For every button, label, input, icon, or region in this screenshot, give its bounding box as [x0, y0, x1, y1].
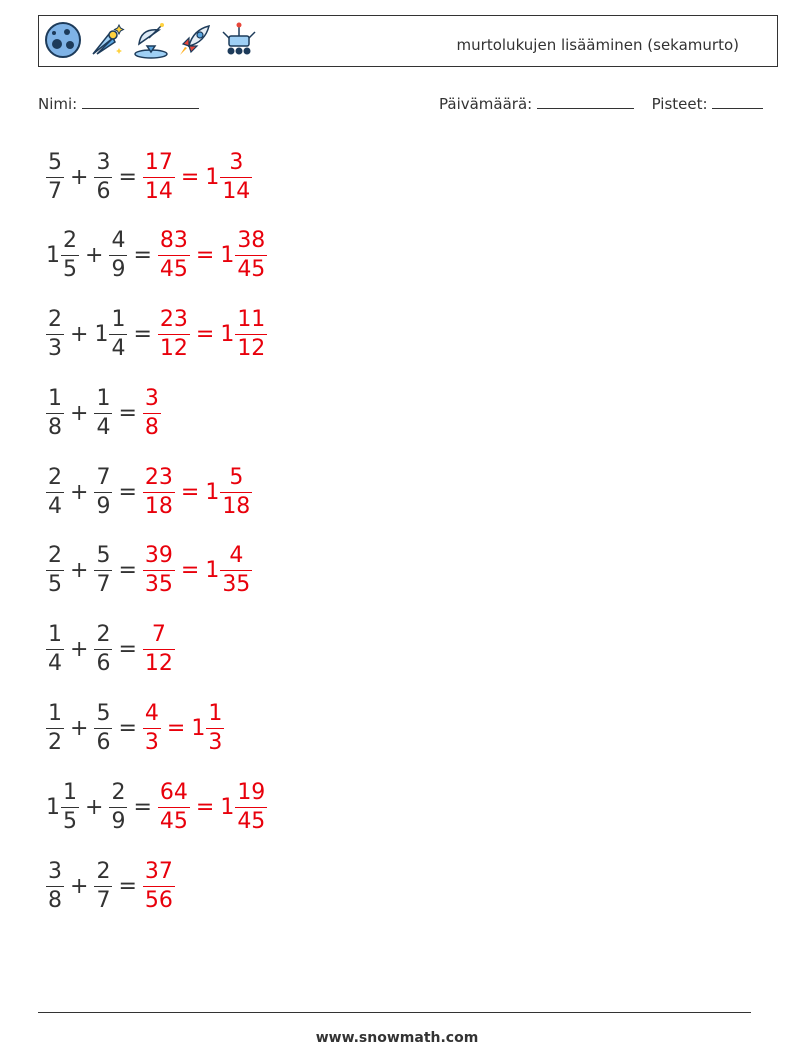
denominator: 9 — [96, 493, 111, 519]
numerator: 83 — [159, 228, 188, 254]
numerator: 3 — [96, 149, 111, 175]
fraction — [94, 149, 112, 204]
fraction — [94, 624, 112, 675]
fraction — [94, 858, 112, 913]
equals-sign-answer: = — [195, 322, 215, 348]
worksheet-title: murtolukujen lisääminen (sekamurto) — [456, 36, 739, 54]
denominator: 3 — [208, 730, 223, 756]
answer-mixed-number — [220, 309, 267, 360]
whole-number: 1 — [46, 794, 60, 820]
addend-b — [109, 779, 127, 834]
problem-row — [46, 459, 267, 525]
fraction — [61, 779, 79, 834]
answer-fraction — [143, 703, 161, 754]
fraction — [94, 385, 112, 440]
numerator: 4 — [111, 228, 126, 254]
answer-fraction — [158, 309, 190, 360]
name-field — [38, 94, 199, 113]
numerator: 5 — [96, 701, 111, 727]
numerator: 2 — [96, 858, 111, 884]
numerator: 2 — [63, 228, 77, 254]
denominator: 3 — [144, 730, 159, 756]
addend-b — [94, 385, 112, 440]
plus-sign: + — [70, 400, 89, 426]
whole-number: 1 — [205, 479, 220, 505]
addend-a — [46, 464, 64, 519]
fraction — [109, 230, 127, 281]
numerator: 37 — [144, 858, 173, 884]
whole-number: 1 — [220, 322, 235, 348]
answer-mixed-number — [205, 464, 252, 519]
plus-sign: + — [70, 558, 89, 584]
addend-a — [46, 385, 64, 440]
plus-sign: + — [70, 873, 89, 899]
fraction — [46, 858, 64, 913]
addend-b — [94, 545, 112, 596]
footer-url: www.snowmath.com — [315, 1030, 479, 1046]
header-icons — [43, 20, 259, 60]
equals-sign: = — [118, 558, 137, 584]
denominator: 5 — [63, 808, 77, 834]
equals-sign-answer: = — [166, 716, 186, 742]
numerator: 2 — [48, 543, 62, 569]
plus-sign: + — [85, 794, 104, 820]
denominator: 8 — [144, 414, 159, 440]
answer-mixed-number — [220, 779, 267, 834]
numerator: 2 — [111, 779, 126, 805]
denominator: 4 — [48, 493, 62, 519]
numerator: 39 — [144, 543, 173, 569]
fraction — [94, 703, 112, 754]
answer-mixed-number — [220, 230, 267, 281]
fraction — [143, 858, 175, 913]
plus-sign: + — [85, 243, 104, 269]
problem-list — [46, 144, 267, 932]
answer-mixed-number — [205, 149, 252, 204]
equals-sign: = — [118, 164, 137, 190]
denominator: 2 — [48, 730, 62, 756]
fraction — [235, 779, 267, 834]
equals-sign: = — [133, 794, 152, 820]
date-blank[interactable] — [537, 94, 634, 109]
equals-sign: = — [118, 479, 137, 505]
numerator: 1 — [48, 385, 62, 411]
problem-row — [46, 144, 267, 210]
denominator: 8 — [48, 887, 62, 913]
answer-mixed-number — [191, 703, 224, 754]
fraction — [61, 230, 79, 281]
addend-b — [94, 149, 112, 204]
footer-divider — [38, 1012, 751, 1013]
denominator: 45 — [159, 808, 188, 834]
fraction — [94, 545, 112, 596]
fraction — [143, 385, 161, 440]
whole-number: 1 — [191, 716, 206, 742]
addend-a — [46, 230, 79, 281]
plus-sign: + — [70, 164, 89, 190]
equals-sign-answer: = — [195, 794, 215, 820]
problem-row — [46, 538, 267, 604]
equals-sign-answer: = — [180, 164, 200, 190]
addend-b — [94, 309, 127, 360]
fraction — [94, 464, 112, 519]
problem-row — [46, 223, 267, 289]
header-box — [38, 15, 778, 67]
fraction — [46, 703, 64, 754]
denominator: 3 — [48, 336, 62, 362]
addend-a — [46, 858, 64, 913]
numerator: 1 — [48, 701, 62, 727]
score-label: Pisteet: — [651, 95, 708, 113]
denominator: 6 — [96, 178, 111, 204]
fraction — [220, 149, 252, 204]
addend-a — [46, 149, 64, 204]
numerator: 7 — [151, 622, 166, 648]
fraction — [235, 309, 267, 360]
addend-b — [94, 464, 112, 519]
equals-sign-answer: = — [195, 243, 215, 269]
fraction — [158, 779, 190, 834]
fraction — [143, 464, 175, 519]
answer-fraction — [143, 149, 175, 204]
fraction — [143, 703, 161, 754]
denominator: 12 — [144, 651, 173, 677]
name-blank[interactable] — [82, 94, 199, 109]
fraction — [143, 624, 175, 675]
fraction — [158, 230, 190, 281]
problem-row — [46, 696, 267, 762]
date-label: Päivämäärä: — [439, 95, 533, 113]
denominator: 12 — [159, 336, 188, 362]
fraction — [46, 624, 64, 675]
fraction — [235, 230, 267, 281]
denominator: 7 — [96, 887, 111, 913]
problem-row — [46, 853, 267, 919]
numerator: 4 — [144, 701, 159, 727]
comet-icon — [87, 20, 127, 60]
equals-sign: = — [133, 243, 152, 269]
numerator: 2 — [48, 464, 62, 490]
problem-row — [46, 774, 267, 840]
numerator: 4 — [229, 543, 244, 569]
denominator: 8 — [48, 414, 62, 440]
answer-fraction — [143, 545, 175, 596]
answer-fraction — [158, 230, 190, 281]
numerator: 3 — [144, 385, 159, 411]
equals-sign: = — [118, 873, 137, 899]
numerator: 1 — [48, 622, 62, 648]
numerator: 17 — [144, 149, 173, 175]
numerator: 11 — [237, 307, 266, 333]
denominator: 4 — [111, 336, 126, 362]
addend-a — [46, 703, 64, 754]
whole-number: 1 — [220, 243, 235, 269]
fraction — [46, 149, 64, 204]
numerator: 3 — [48, 858, 62, 884]
equals-sign-answer: = — [180, 558, 200, 584]
numerator: 5 — [229, 464, 244, 490]
fraction — [46, 464, 64, 519]
denominator: 5 — [48, 572, 62, 598]
numerator: 23 — [144, 464, 173, 490]
addend-b — [94, 624, 112, 675]
rocket-icon — [175, 20, 215, 60]
fraction — [109, 309, 127, 360]
numerator: 7 — [96, 464, 111, 490]
fraction — [220, 545, 252, 596]
denominator: 45 — [159, 257, 188, 283]
denominator: 35 — [144, 572, 173, 598]
numerator: 23 — [159, 307, 188, 333]
equals-sign: = — [118, 400, 137, 426]
fraction — [220, 464, 252, 519]
addend-a — [46, 779, 79, 834]
denominator: 35 — [222, 572, 251, 598]
denominator: 6 — [96, 651, 111, 677]
numerator: 2 — [96, 622, 111, 648]
problem-row — [46, 617, 267, 683]
fraction — [206, 703, 224, 754]
denominator: 45 — [237, 257, 266, 283]
denominator: 12 — [237, 336, 266, 362]
score-blank[interactable] — [712, 94, 763, 109]
denominator: 18 — [222, 493, 251, 519]
denominator: 7 — [96, 572, 111, 598]
fraction — [46, 385, 64, 440]
equals-sign: = — [133, 322, 152, 348]
denominator: 4 — [48, 651, 62, 677]
fraction — [158, 309, 190, 360]
rover-icon — [219, 20, 259, 60]
equals-sign: = — [118, 637, 137, 663]
whole-number: 1 — [94, 322, 109, 348]
answer-fraction — [143, 624, 175, 675]
numerator: 2 — [48, 307, 62, 333]
numerator: 5 — [48, 149, 62, 175]
denominator: 9 — [111, 808, 126, 834]
plus-sign: + — [70, 637, 89, 663]
numerator: 64 — [159, 779, 188, 805]
addend-a — [46, 624, 64, 675]
numerator: 1 — [96, 385, 111, 411]
fraction — [46, 309, 64, 360]
denominator: 9 — [111, 257, 126, 283]
numerator: 1 — [208, 701, 223, 727]
denominator: 14 — [144, 178, 173, 204]
answer-fraction — [143, 464, 175, 519]
fraction — [143, 545, 175, 596]
denominator: 45 — [237, 808, 266, 834]
denominator: 56 — [144, 887, 173, 913]
plus-sign: + — [70, 479, 89, 505]
denominator: 14 — [222, 178, 251, 204]
plus-sign: + — [70, 716, 89, 742]
addend-b — [109, 230, 127, 281]
denominator: 5 — [63, 257, 77, 283]
name-label: Nimi: — [38, 95, 78, 113]
whole-number: 1 — [205, 164, 220, 190]
numerator: 5 — [96, 543, 111, 569]
moon-icon — [43, 20, 83, 60]
numerator: 19 — [237, 779, 266, 805]
plus-sign: + — [70, 322, 89, 348]
denominator: 4 — [96, 414, 111, 440]
whole-number: 1 — [205, 558, 220, 584]
addend-a — [46, 545, 64, 596]
problem-row — [46, 380, 267, 446]
denominator: 6 — [96, 730, 111, 756]
whole-number: 1 — [220, 794, 235, 820]
addend-a — [46, 309, 64, 360]
numerator: 1 — [63, 779, 77, 805]
fraction — [46, 545, 64, 596]
denominator: 18 — [144, 493, 173, 519]
answer-fraction — [158, 779, 190, 834]
answer-fraction — [143, 385, 161, 440]
addend-b — [94, 703, 112, 754]
numerator: 1 — [111, 307, 126, 333]
addend-b — [94, 858, 112, 913]
equals-sign: = — [118, 716, 137, 742]
date-score-fields — [439, 94, 763, 113]
equals-sign-answer: = — [180, 479, 200, 505]
numerator: 3 — [229, 149, 244, 175]
whole-number: 1 — [46, 243, 60, 269]
answer-mixed-number — [205, 545, 252, 596]
satellite-dish-icon — [131, 20, 171, 60]
answer-fraction — [143, 858, 175, 913]
problem-row — [46, 302, 267, 368]
fraction — [109, 779, 127, 834]
fraction — [143, 149, 175, 204]
numerator: 38 — [237, 228, 266, 254]
denominator: 7 — [48, 178, 62, 204]
